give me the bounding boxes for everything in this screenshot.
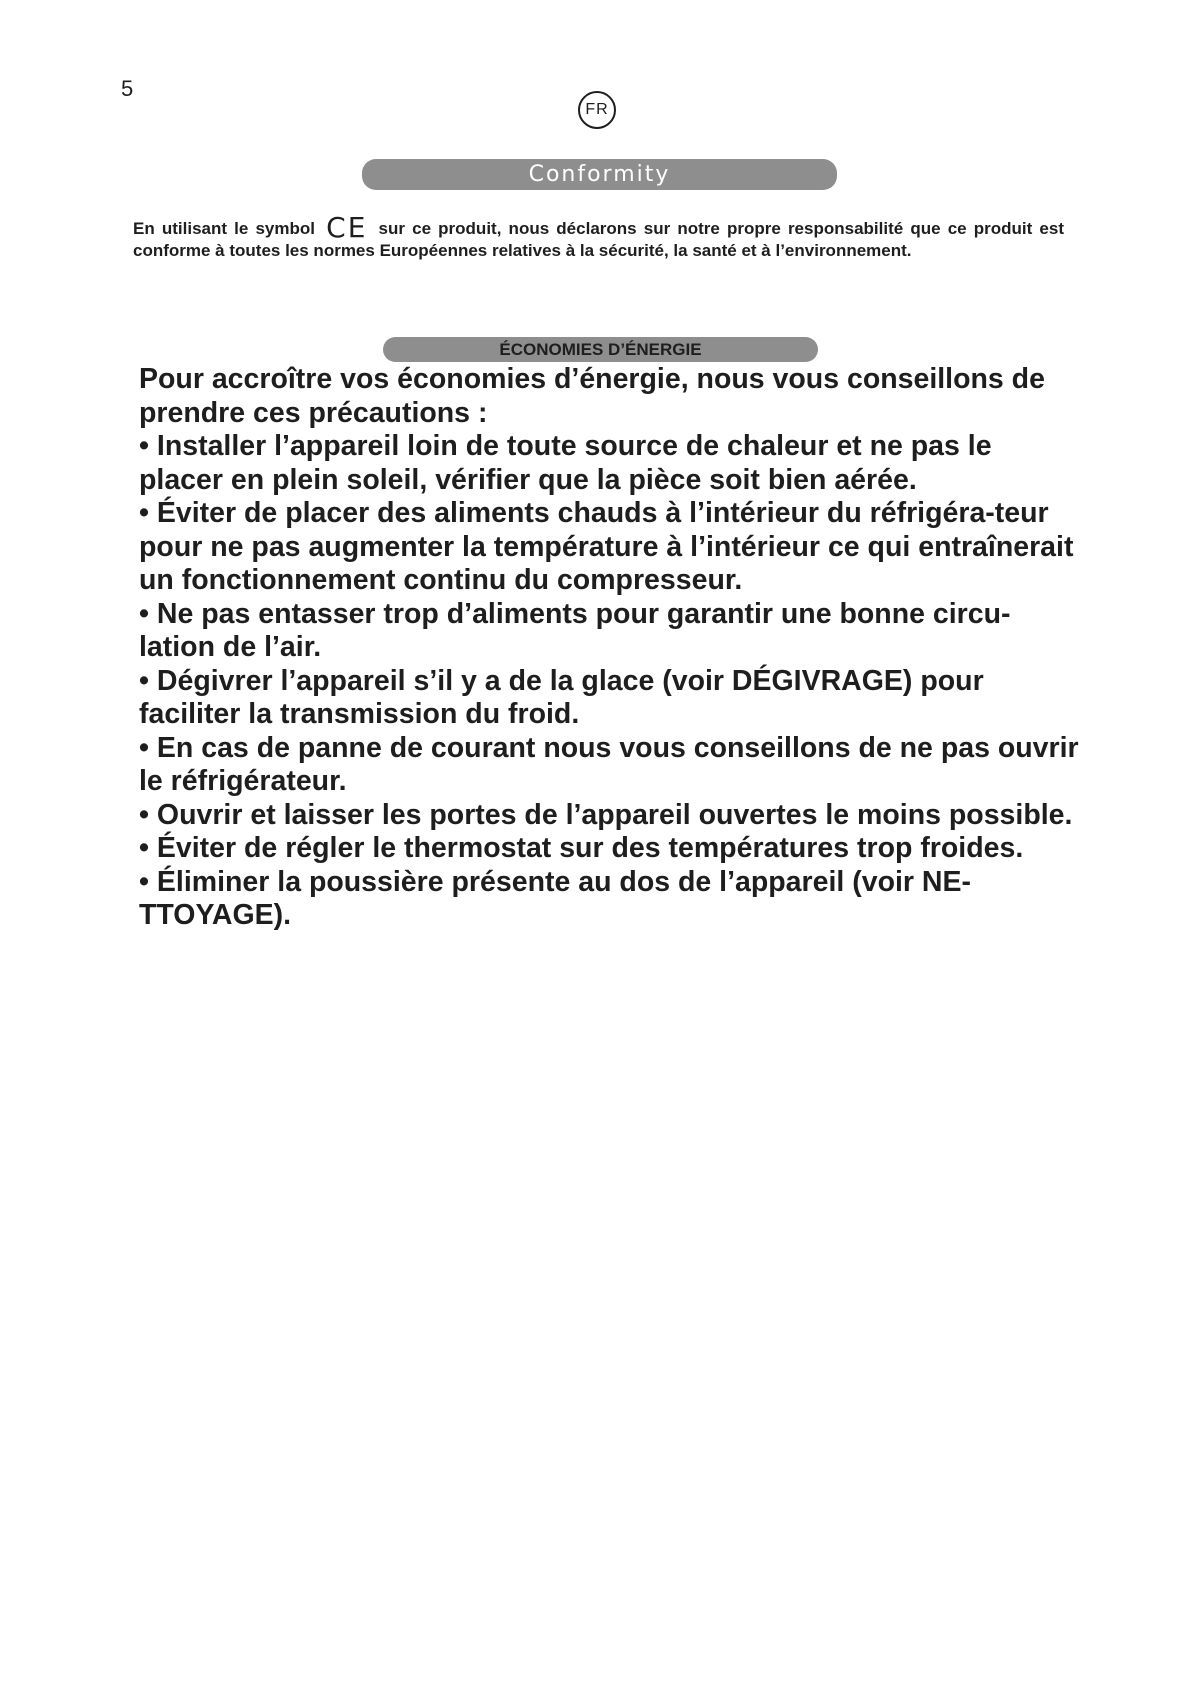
energy-intro: Pour accroître vos économies d’énergie, nous vous conseillons de prendre ces précautions : [139, 363, 1045, 429]
conformity-paragraph [133, 211, 1064, 262]
energy-tip-item: • Ouvrir et laisser les portes de l’appareil ouvertes le moins possible. [139, 798, 1073, 831]
energy-tips [139, 363, 1079, 933]
conformity-text-after: sur ce produit, nous déclarons sur notre propre responsabilité que ce produit est conforme à toutes les normes Européennes relatives à la sécurité, la santé et à l’environnement. [133, 219, 1064, 260]
ce-mark-icon: CE [326, 211, 368, 244]
energy-heading: ÉCONOMIES D’ÉNERGIE [499, 339, 702, 359]
conformity-heading-bar [362, 159, 837, 190]
page-number: 5 [121, 76, 134, 101]
energy-tip-item: • Ne pas entasser trop d’aliments pour garantir une bonne circu-lation de l’air. [139, 597, 1011, 663]
energy-tip-item: • Éviter de placer des aliments chauds à l’intérieur du réfrigéra-teur pour ne pas augmenter la température à l’intérieur ce qui entraînerait un fonctionnement continu du compresseur. [139, 497, 1074, 596]
energy-tip-item: • Dégivrer l’appareil s’il y a de la glace (voir DÉGIVRAGE) pour faciliter la transmission du froid. [139, 664, 984, 730]
energy-tip-item: • En cas de panne de courant nous vous conseillons de ne pas ouvrir le réfrigérateur. [139, 731, 1079, 797]
energy-tip-item: • Éliminer la poussière présente au dos de l’appareil (voir NE-TTOYAGE). [139, 865, 971, 931]
energy-heading-bar [383, 337, 818, 362]
language-badge [578, 91, 616, 129]
conformity-heading: Conformity [528, 162, 671, 187]
conformity-text-before: En utilisant le symbol [133, 219, 315, 238]
language-badge-label: FR [585, 101, 609, 118]
energy-tip-item: • Installer l’appareil loin de toute source de chaleur et ne pas le placer en plein soleil, vérifier que la pièce soit bien aérée. [139, 430, 992, 496]
energy-tip-item: • Éviter de régler le thermostat sur des températures trop froides. [139, 832, 1024, 864]
